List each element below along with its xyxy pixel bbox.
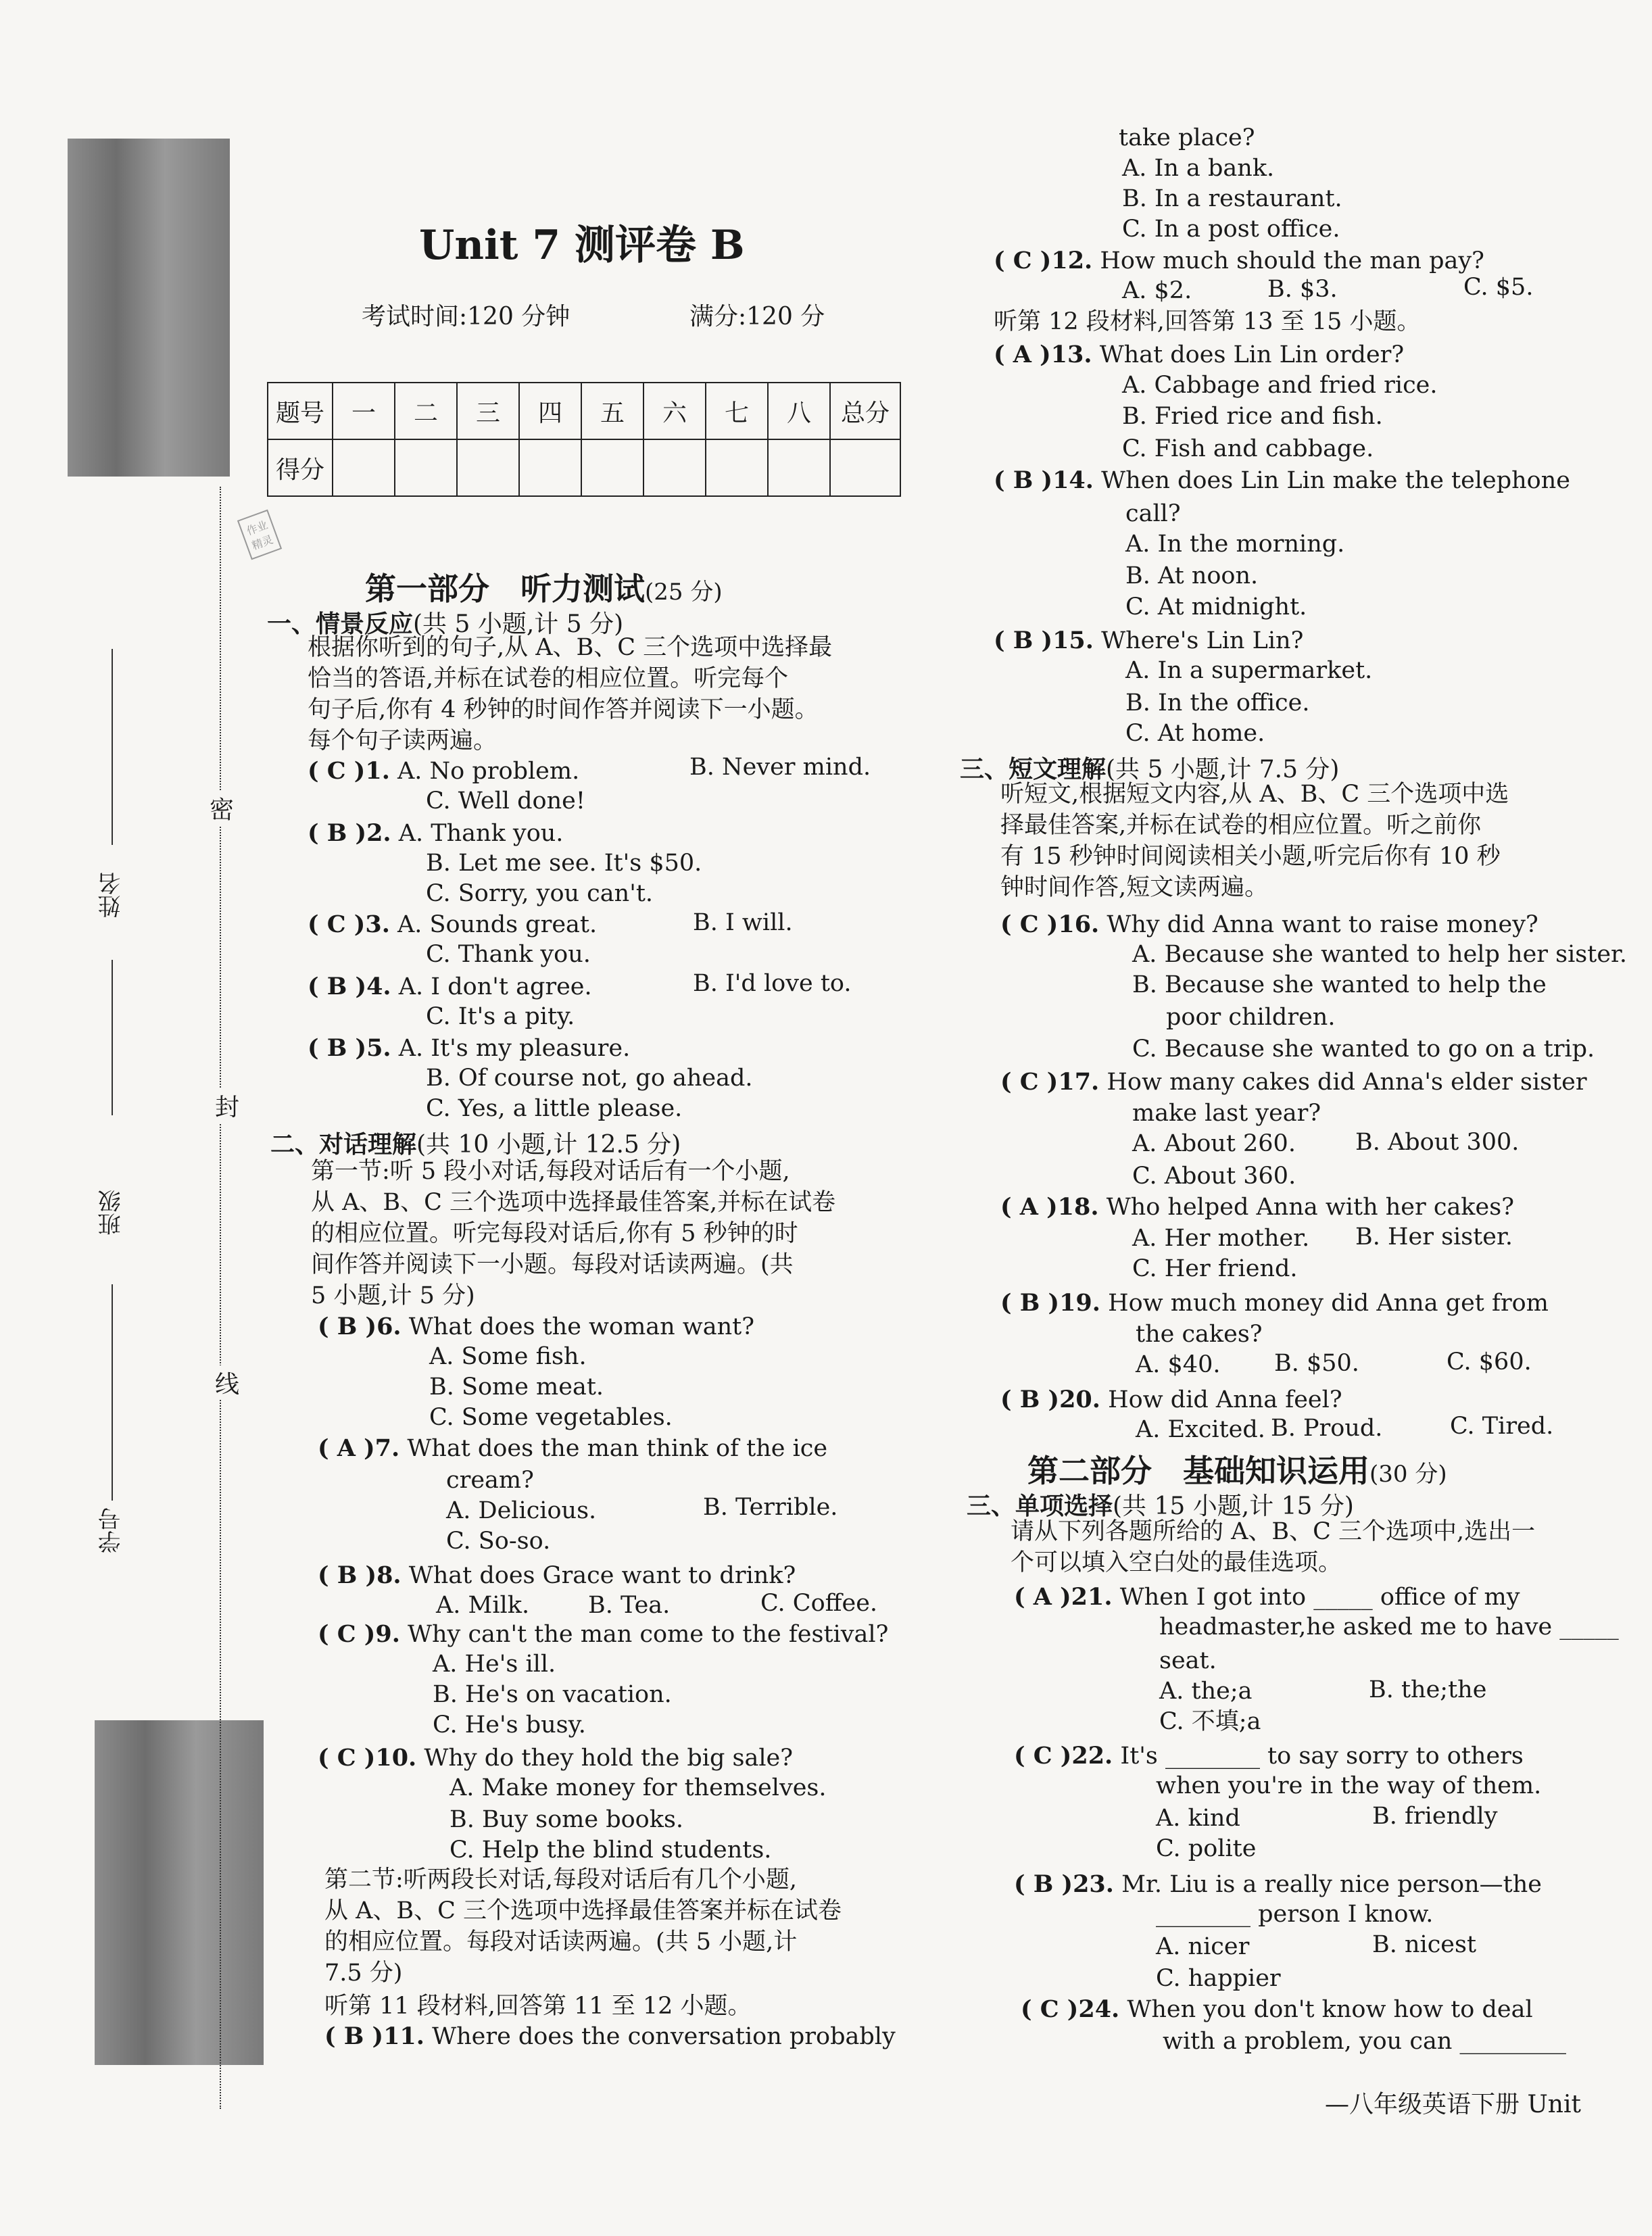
option-a: A. It's my pleasure. (398, 1035, 631, 1062)
answer-mark: ( C )22. (1014, 1742, 1113, 1770)
option-c: C. So-so. (446, 1528, 551, 1555)
question-19 (1000, 1288, 1549, 1319)
option-b: B. Buy some books. (450, 1806, 684, 1833)
option-b: B. He's on vacation. (433, 1681, 672, 1708)
option-a: A. Her mother. (1132, 1225, 1310, 1252)
question-stem: What does Lin Lin order? (1099, 341, 1405, 368)
question-21 (1014, 1582, 1520, 1613)
question-stem: What does Grace want to drink? (408, 1562, 796, 1589)
answer-mark: ( A )21. (1014, 1583, 1113, 1611)
score-cell: 八 (768, 383, 830, 439)
answer-mark: ( C )24. (1021, 1995, 1120, 2023)
score-table (267, 382, 901, 497)
score-cell: 七 (706, 383, 768, 439)
option-a: A. He's ill. (433, 1651, 556, 1678)
question-stem: Mr. Liu is a really nice person—the (1121, 1871, 1542, 1898)
question-8 (318, 1560, 796, 1591)
question-20 (1000, 1384, 1342, 1415)
binding-line (220, 487, 221, 2109)
answer-mark: ( C )3. (308, 910, 390, 938)
question-stem-cont: seat. (1159, 1647, 1217, 1674)
option-b: B. friendly (1372, 1803, 1498, 1830)
question-14 (994, 465, 1570, 496)
instr-line: 间作答并阅读下一小题。每段对话读两遍。(共 (311, 1251, 794, 1278)
option-a: A. No problem. (397, 758, 580, 785)
option-b: B. Her sister. (1355, 1223, 1513, 1250)
part2-title (1027, 1447, 1447, 1491)
class-underline (112, 1284, 113, 1501)
score-input-cell[interactable] (581, 439, 643, 496)
answer-mark: ( B )8. (318, 1561, 402, 1589)
question-13 (994, 339, 1404, 370)
instr-line: 钟时间作答,短文读两遍。 (1000, 874, 1269, 901)
score-input-cell[interactable] (830, 439, 900, 496)
option-a: A. the;a (1159, 1678, 1253, 1705)
score-input-cell[interactable] (457, 439, 519, 496)
question-2 (308, 818, 563, 849)
part1-title (365, 564, 723, 609)
exam-time: 考试时间:120 分钟 (362, 303, 570, 331)
part1-score: (25 分) (645, 579, 723, 606)
instr-line: 根据你听到的句子,从 A、B、C 三个选项中选择最 (308, 634, 833, 661)
answer-mark: ( B )14. (994, 466, 1094, 494)
instr-line: 从 A、B、C 三个选项中选择最佳答案并标在试卷 (324, 1897, 842, 1924)
section1-instructions (308, 632, 916, 756)
option-c: C. In a post office. (1122, 216, 1340, 243)
bottom-gray-block (95, 1720, 264, 2065)
question-6 (318, 1311, 754, 1342)
question-stem: What does the man think of the ice (407, 1435, 828, 1462)
option-a: A. Because she wanted to help her sister. (1132, 941, 1628, 968)
option-b: B. Of course not, go ahead. (426, 1065, 753, 1092)
question-22 (1014, 1741, 1524, 1772)
option-c: C. Tired. (1450, 1413, 1554, 1440)
option-b: B. In the office. (1125, 689, 1310, 716)
score-cell: 三 (457, 383, 519, 439)
question-stem-cont: with a problem, you can _________ (1163, 2028, 1566, 2055)
option-c: C. Sorry, you can't. (426, 880, 654, 907)
binding-feng: 封 (215, 1088, 239, 1123)
name-underline (112, 649, 113, 845)
option-b: B. $50. (1274, 1350, 1359, 1377)
binding-xian: 线 (215, 1365, 239, 1400)
answer-mark: ( C )9. (318, 1620, 400, 1648)
question-16 (1000, 909, 1538, 940)
answer-mark: ( B )5. (308, 1034, 391, 1062)
score-cell: 五 (581, 383, 643, 439)
option-a: A. In the morning. (1125, 531, 1345, 558)
part2-score: (30 分) (1369, 1461, 1447, 1488)
score-table-row-header (268, 383, 900, 439)
page-footer: —八年级英语下册 Unit (1325, 2091, 1581, 2118)
top-gray-block (68, 139, 230, 477)
section1-count: (共 5 小题,计 5 分) (413, 610, 624, 638)
option-b: B. In a restaurant. (1122, 185, 1342, 212)
question-stem: Where does the conversation probably (432, 2023, 896, 2050)
name-underline-2 (112, 960, 113, 1115)
answer-mark: ( B )15. (994, 627, 1094, 654)
question-9 (318, 1619, 888, 1650)
instr-line: 的相应位置。听完每段对话后,你有 5 秒钟的时 (311, 1220, 798, 1247)
option-b: B. I will. (693, 909, 793, 936)
question-stem: How much should the man pay? (1100, 247, 1484, 274)
section2b-instructions (324, 1864, 933, 1989)
question-stem: What does the woman want? (408, 1313, 755, 1340)
option-c: C. About 360. (1132, 1163, 1296, 1190)
question-10 (318, 1743, 793, 1774)
score-input-cell[interactable] (643, 439, 706, 496)
question-4 (308, 971, 592, 1002)
option-c: C. 不填;a (1159, 1708, 1261, 1735)
instr-line: 每个句子读两遍。 (308, 727, 497, 754)
option-a: A. In a supermarket. (1125, 657, 1373, 684)
option-c: C. It's a pity. (426, 1003, 575, 1030)
option-a: A. I don't agree. (398, 973, 592, 1000)
score-input-cell[interactable] (768, 439, 830, 496)
question-stem: Why did Anna want to raise money? (1107, 911, 1538, 938)
option-b: B. Because she wanted to help the (1132, 971, 1547, 998)
option-a: A. $40. (1136, 1351, 1221, 1378)
instr-line: 恰当的答语,并标在试卷的相应位置。听完每个 (308, 665, 789, 692)
question-11 (324, 2021, 896, 2052)
full-score: 满分:120 分 (689, 303, 825, 331)
option-a: A. kind (1156, 1805, 1240, 1832)
instr-line: 择最佳答案,并标在试卷的相应位置。听之前你 (1000, 812, 1482, 839)
option-a: A. Excited. (1136, 1416, 1265, 1443)
option-c: C. Her friend. (1132, 1255, 1298, 1282)
question-stem: How did Anna feel? (1108, 1386, 1342, 1413)
section3-instructions (1000, 779, 1609, 903)
stamp-line1: 作业 (245, 518, 270, 538)
option-b: B. Proud. (1271, 1415, 1383, 1442)
id-label: 学号 (98, 1507, 125, 1553)
option-c: C. Some vegetables. (429, 1404, 673, 1431)
score-cell: 四 (519, 383, 581, 439)
name-label: 姓名 (98, 872, 125, 918)
section-single-instructions (1011, 1516, 1619, 1578)
question-7 (318, 1433, 827, 1464)
question-stem-cont: when you're in the way of them. (1156, 1772, 1542, 1799)
question-12 (994, 245, 1484, 276)
score-input-cell[interactable] (395, 439, 457, 496)
score-table-row-score (268, 439, 900, 496)
option-a: A. In a bank. (1122, 155, 1275, 182)
page-title: Unit 7 测评卷 B (419, 222, 745, 269)
section2-instructions (311, 1156, 919, 1311)
question-17 (1000, 1067, 1587, 1098)
question-stem-cont: cream? (446, 1467, 534, 1494)
option-c: C. At home. (1125, 720, 1265, 747)
homework-stamp (237, 510, 282, 560)
option-a: A. Some fish. (429, 1343, 587, 1370)
option-b: B. Never mind. (689, 754, 871, 781)
option-c: C. Thank you. (426, 941, 591, 968)
option-a: A. Cabbage and fried rice. (1122, 372, 1438, 399)
question-24 (1021, 1994, 1533, 2025)
section1-title: 一、情景反应 (267, 610, 414, 638)
instr-line: 从 A、B、C 三个选项中选择最佳答案,并标在试卷 (311, 1189, 836, 1216)
score-cell: 一 (333, 383, 395, 439)
score-input-cell[interactable] (333, 439, 395, 496)
answer-mark: ( A )13. (994, 341, 1092, 368)
option-b: B. Fried rice and fish. (1122, 403, 1383, 430)
question-stem: How much money did Anna get from (1108, 1290, 1549, 1317)
instr-line: 个可以填入空白处的最佳选项。 (1011, 1549, 1342, 1576)
question-15 (994, 625, 1303, 656)
answer-mark: ( C )1. (308, 757, 390, 785)
option-b: B. Some meat. (429, 1374, 604, 1401)
option-a: A. nicer (1156, 1933, 1250, 1960)
answer-mark: ( A )18. (1000, 1193, 1099, 1221)
section-single-title: 三、单项选择 (967, 1492, 1113, 1520)
instr-line: 5 小题,计 5 分) (311, 1282, 475, 1309)
question-stem-cont: the cakes? (1136, 1321, 1263, 1348)
answer-mark: ( A )7. (318, 1434, 400, 1462)
option-c: C. $5. (1463, 274, 1534, 301)
answer-mark: ( B )6. (318, 1313, 402, 1340)
option-a: A. Make money for themselves. (450, 1774, 827, 1801)
option-b: B. I'd love to. (693, 970, 852, 997)
answer-mark: ( C )16. (1000, 910, 1100, 938)
question-stem: Why do they hold the big sale? (424, 1745, 794, 1772)
section-single-count: (共 15 小题,计 15 分) (1113, 1492, 1354, 1520)
question-stem: Who helped Anna with her cakes? (1106, 1194, 1514, 1221)
score-input-cell[interactable] (706, 439, 768, 496)
instr-line: 有 15 秒钟时间阅读相关小题,听完后你有 10 秒 (1000, 843, 1501, 870)
question-stem-cont: make last year? (1132, 1100, 1321, 1127)
option-b-cont: poor children. (1166, 1004, 1336, 1031)
option-a: A. $2. (1122, 277, 1192, 304)
instr-line: 的相应位置。每段对话读两遍。(共 5 小题,计 (324, 1928, 798, 1955)
option-c: C. happier (1156, 1965, 1281, 1992)
material-11: 听第 11 段材料,回答第 11 至 12 小题。 (324, 1993, 752, 2020)
class-label: 班级 (98, 1190, 125, 1236)
option-b: B. $3. (1267, 276, 1338, 303)
question-stem-cont: call? (1125, 500, 1181, 527)
option-a: A. About 260. (1132, 1130, 1296, 1157)
question-11-cont: take place? (1119, 124, 1255, 151)
question-1 (308, 756, 579, 787)
score-input-cell[interactable] (519, 439, 581, 496)
option-b: B. nicest (1372, 1931, 1477, 1958)
answer-mark: ( B )20. (1000, 1386, 1100, 1413)
score-cell: 总分 (830, 383, 900, 439)
question-3 (308, 909, 597, 940)
answer-mark: ( B )4. (308, 973, 391, 1000)
option-c: C. Help the blind students. (450, 1837, 772, 1864)
part2-title-text: 第二部分 基础知识运用 (1027, 1453, 1369, 1489)
option-c: C. polite (1156, 1835, 1257, 1862)
option-a: A. Milk. (436, 1592, 530, 1619)
answer-mark: ( C )10. (318, 1744, 417, 1772)
question-5 (308, 1033, 630, 1064)
instr-line: 听短文,根据短文内容,从 A、B、C 三个选项中选 (1000, 781, 1509, 808)
option-b: B. Let me see. It's $50. (426, 850, 702, 877)
instr-line: 请从下列各题所给的 A、B、C 三个选项中,选出一 (1011, 1518, 1536, 1545)
option-c: C. $60. (1447, 1348, 1532, 1376)
question-18 (1000, 1192, 1514, 1223)
question-stem: It's ________ to say sorry to others (1120, 1743, 1524, 1770)
question-23 (1014, 1869, 1542, 1900)
answer-mark: ( C )17. (1000, 1068, 1100, 1096)
option-c: C. He's busy. (433, 1711, 586, 1739)
score-cell: 得分 (268, 439, 333, 496)
question-stem: When you don't know how to deal (1127, 1996, 1533, 2023)
binding-mi: 密 (210, 791, 234, 825)
option-a: A. Sounds great. (397, 911, 598, 938)
option-b: B. About 300. (1355, 1129, 1520, 1156)
score-cell: 题号 (268, 383, 333, 439)
instr-line: 7.5 分) (324, 1960, 403, 1987)
option-a: A. Delicious. (446, 1497, 597, 1524)
section2-heading (270, 1125, 681, 1160)
section2-count: (共 10 小题,计 12.5 分) (416, 1131, 681, 1159)
answer-mark: ( C )12. (994, 247, 1093, 274)
option-b: B. the;the (1369, 1676, 1487, 1703)
material-12: 听第 12 段材料,回答第 13 至 15 小题。 (994, 308, 1421, 335)
option-c: C. Well done! (426, 787, 585, 815)
option-b: B. Tea. (588, 1592, 671, 1619)
part1-title-text: 第一部分 听力测试 (365, 570, 645, 607)
score-cell: 二 (395, 383, 457, 439)
score-cell: 六 (643, 383, 706, 439)
question-stem: Why can't the man come to the festival? (408, 1621, 889, 1648)
answer-mark: ( B )11. (324, 2022, 424, 2050)
stamp-line2: 精灵 (249, 533, 275, 553)
instr-line: 第一节:听 5 段小对话,每段对话后有一个小题, (311, 1158, 790, 1185)
question-stem-cont: ________ person I know. (1156, 1901, 1434, 1928)
section3-count: (共 5 小题,计 7.5 分) (1106, 756, 1340, 783)
answer-mark: ( B )23. (1014, 1870, 1114, 1898)
section2-title: 二、对话理解 (270, 1130, 417, 1159)
question-stem: Where's Lin Lin? (1101, 627, 1304, 654)
instr-line: 句子后,你有 4 秒钟的时间作答并阅读下一小题。 (308, 696, 819, 723)
answer-mark: ( B )19. (1000, 1289, 1100, 1317)
instr-line: 第二节:听两段长对话,每段对话后有几个小题, (324, 1866, 798, 1893)
option-c: C. Coffee. (760, 1590, 878, 1617)
option-a: A. Thank you. (398, 820, 564, 847)
question-stem: When does Lin Lin make the telephone (1101, 467, 1570, 494)
option-c: C. Fish and cabbage. (1122, 435, 1374, 462)
question-stem: How many cakes did Anna's elder sister (1107, 1069, 1587, 1096)
section3-title: 三、短文理解 (960, 755, 1107, 783)
option-c: C. At midnight. (1125, 593, 1307, 621)
option-c: C. Because she wanted to go on a trip. (1132, 1036, 1595, 1063)
option-b: B. At noon. (1125, 562, 1259, 589)
answer-mark: ( B )2. (308, 819, 391, 847)
question-stem: When I got into _____ office of my (1119, 1584, 1520, 1611)
option-c: C. Yes, a little please. (426, 1095, 683, 1122)
option-b: B. Terrible. (703, 1494, 838, 1521)
question-stem-cont: headmaster,he asked me to have _____ (1159, 1613, 1619, 1640)
